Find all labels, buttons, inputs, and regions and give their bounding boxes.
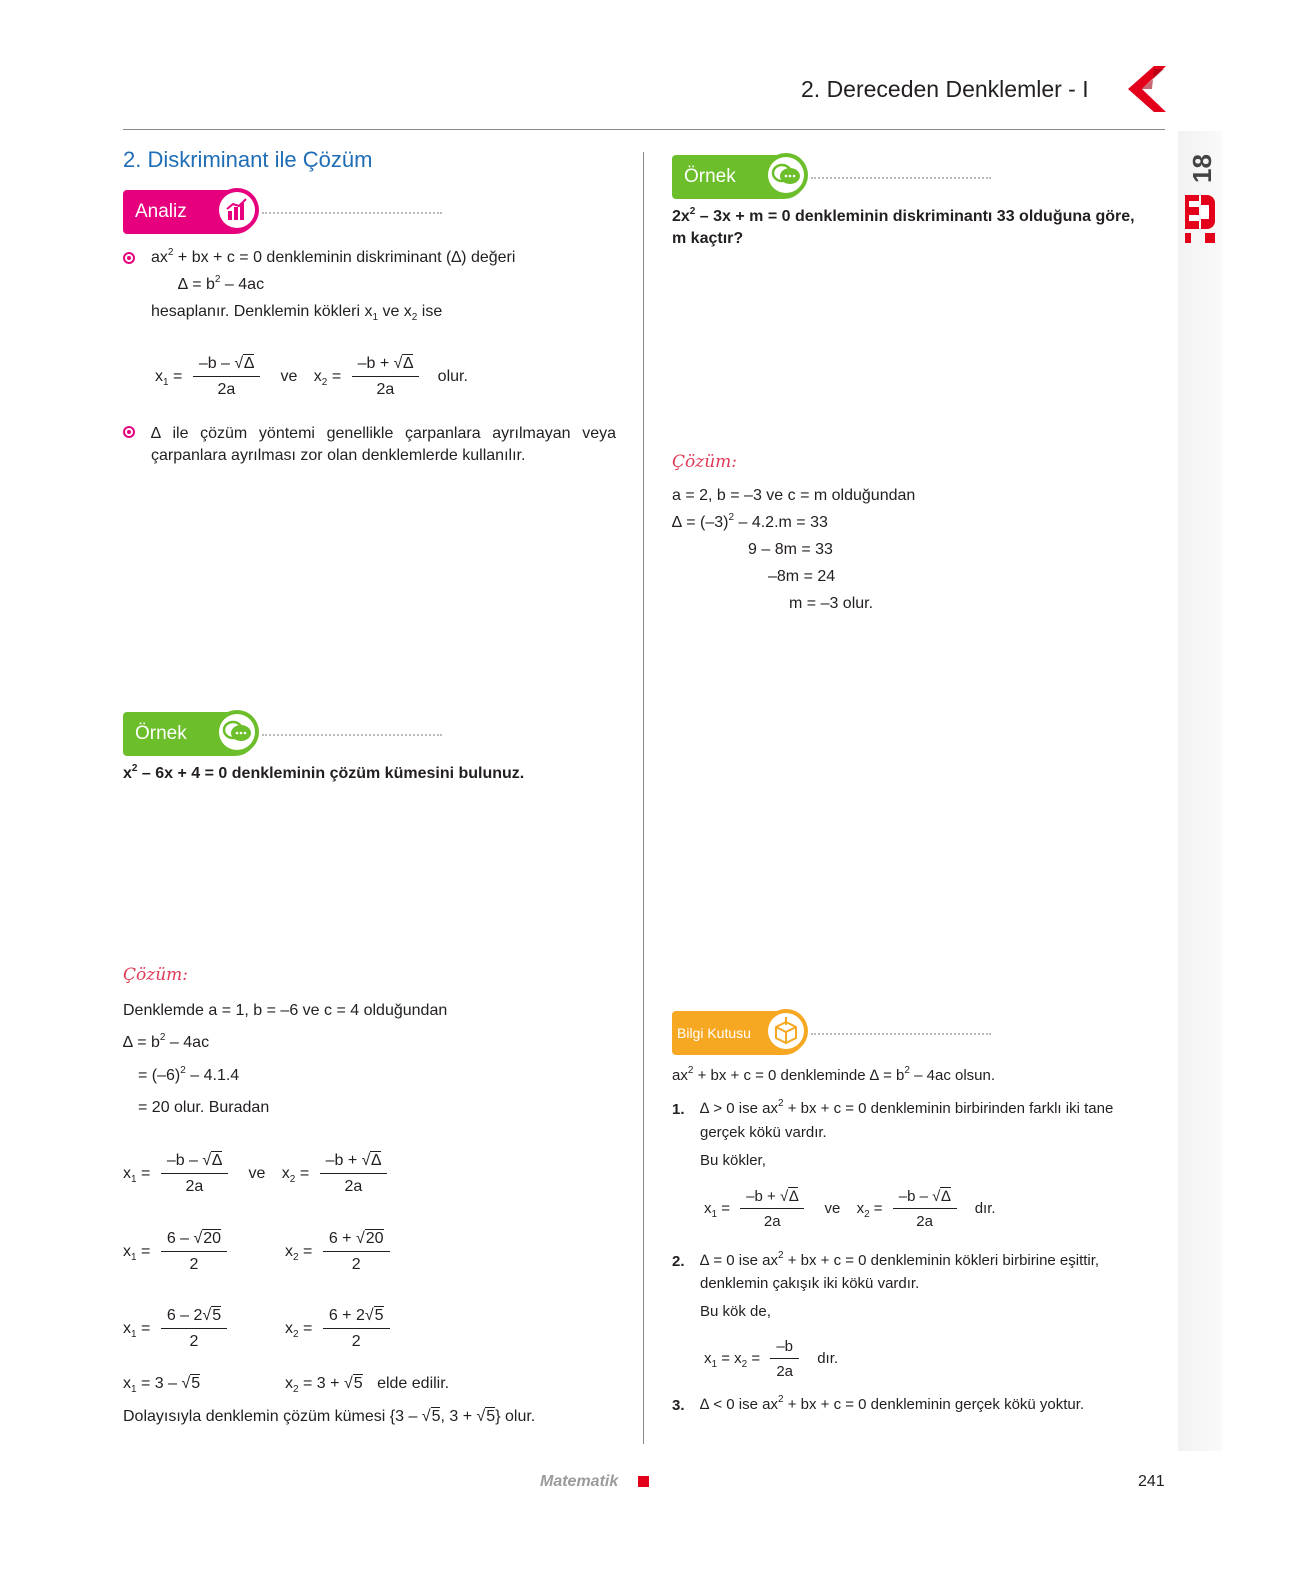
info-item2-line3: Bu kök de,: [700, 1303, 771, 1320]
solution2-line4: –8m = 24: [768, 568, 836, 585]
solution2-line5: m = –3 olur.: [789, 595, 874, 612]
bullet-icon: [123, 426, 135, 438]
info-item1-formula: $x_1$ = $\frac{-b + √\Delta}{2a}$ ve $x_2$ = $\frac{-b - √\Delta}{2a}$ dır.: [704, 1188, 996, 1230]
analiz-line3: hesaplanır. Denklemin kökleri $x_1$ ve $x_2$ ise: [151, 303, 443, 323]
info-item2-line1: ∆ = 0 ise $ax^2$ + bx + c = 0 denkleminin kökleri birbirine eşittir,: [700, 1250, 1100, 1269]
example1-question: $x^2 - 6x + 4 = 0$ denkleminin çözüm kümesini bulunuz.: [123, 763, 525, 782]
info-item2-line2: denklemin çakışık iki kökü vardır.: [700, 1275, 920, 1292]
solution1-formula-x1-20: $x_1$ = $\frac{6 - √20}{2}$: [123, 1230, 231, 1274]
info-box-icon: [768, 1013, 804, 1049]
solution2-line3: 9 – 8m = 33: [748, 541, 833, 558]
speech-bubbles-icon: [219, 714, 255, 750]
bilgi-kutusu-tag: [672, 1011, 806, 1055]
footer-subject: Matematik: [540, 1473, 619, 1490]
solution1-final: Dolayısıyla denklemin çözüm kümesi {3 – √5, 3 + √5} olur.: [123, 1408, 536, 1425]
solution1-x1-result: $x_1 = 3 - √5$: [123, 1375, 201, 1395]
ornek-label: Örnek: [684, 166, 736, 187]
ornek-dots: [811, 177, 991, 179]
header-rule: [123, 129, 1165, 130]
analiz-line1: $ax^2$ + bx + c = 0 denkleminin diskriminant (∆) değeri: [151, 247, 516, 266]
ornek-dots: [262, 734, 442, 736]
root-formula: $x_1$ = $\frac{-b - √\Delta}{2a}$ ve $x_2$ = $\frac{-b + √\Delta}{2a}$ olur.: [155, 355, 468, 398]
analiz-tag: [123, 190, 257, 234]
info-item3-line1: ∆ < 0 ise $ax^2$ + bx + c = 0 denkleminin gerçek kökü yoktur.: [700, 1394, 1085, 1413]
solution1-line4: = 20 olur. Buradan: [138, 1099, 270, 1116]
solution-label: Çözüm:: [672, 452, 737, 472]
info-item-number: 3.: [672, 1397, 685, 1414]
analiz-dots: [262, 212, 442, 214]
solution1-formula-x2-5: $x_2$ = $\frac{6 + 2√5}{2}$: [285, 1307, 394, 1351]
info-item-number: 2.: [672, 1253, 685, 1270]
info-item1-line2: gerçek kökü vardır.: [700, 1124, 827, 1141]
solution2-line1: a = 2, b = –3 ve c = m olduğundan: [672, 487, 916, 504]
chapter-title: 2. Dereceden Denklemler - I: [801, 76, 1089, 102]
section-title: 2. Diskriminant ile Çözüm: [123, 147, 373, 172]
speech-bubbles-icon: [768, 157, 804, 193]
analiz-label: Analiz: [135, 201, 187, 222]
bilgi-kutusu-label: Bilgi Kutusu: [677, 1025, 751, 1041]
solution1-line1: Denklemde a = 1, b = –6 ve c = 4 olduğundan: [123, 1002, 448, 1019]
page-number: 241: [1138, 1473, 1165, 1490]
solution2-line2: ∆ = $(-3)^2 - 4.2.m = 33$: [672, 512, 828, 531]
side-tab-number: 18: [1187, 154, 1217, 183]
side-tab: [1178, 131, 1222, 1451]
solution1-formula-general: $x_1$ = $\frac{-b - √\Delta}{2a}$ ve $x_2$ = $\frac{-b + √\Delta}{2a}$: [123, 1152, 391, 1196]
info-item1-line1: ∆ > 0 ise $ax^2$ + bx + c = 0 denkleminin birbirinden farklı iki tane: [700, 1098, 1114, 1117]
solution1-line2: ∆ = $b^2 - 4ac$: [123, 1032, 210, 1051]
column-divider: [643, 152, 644, 1444]
solution1-line3: = $(-6)^2 - 4.1.4$: [138, 1065, 240, 1084]
side-tab-logo: [1185, 195, 1217, 247]
bullet-icon: [123, 252, 135, 264]
ornek-tag: [123, 712, 257, 756]
analiz-line2: ∆ = $b^2 - 4ac$: [178, 274, 265, 293]
info-item1-line3: Bu kökler,: [700, 1152, 766, 1169]
ornek-label: Örnek: [135, 723, 187, 744]
info-item-number: 1.: [672, 1101, 685, 1118]
ornek-tag: [672, 155, 806, 199]
solution1-formula-x1-5: $x_1$ = $\frac{6 - 2√5}{2}$: [123, 1307, 231, 1351]
analiz-note: ∆ ile çözüm yöntemi genellikle çarpanlara ayrılmayan veya çarpanlara ayrılması zor olan denklemlerde kullanılır.: [151, 425, 616, 464]
analysis-chart-icon: [219, 192, 255, 228]
footer-square: [638, 1476, 649, 1487]
bilgi-kutusu-dots: [811, 1033, 991, 1035]
example2-question-line1: $2x^2 - 3x + m = 0$ denkleminin diskriminantı 33 olduğuna göre,: [672, 206, 1135, 225]
info-item2-formula: $x_1 = x_2$ = $\frac{-b}{2a}$ dır.: [704, 1338, 839, 1380]
info-intro: $ax^2$ + bx + c = 0 denkleminde ∆ = $b^2 - 4ac$ olsun.: [672, 1065, 996, 1084]
solution1-x2-result: $x_2 = 3 + √5$ elde edilir.: [285, 1375, 450, 1395]
example2-question-line2: m kaçtır?: [672, 230, 744, 247]
solution-label: Çözüm:: [123, 965, 188, 985]
chevron-left-icon: [1124, 66, 1168, 112]
solution1-formula-x2-20: $x_2$ = $\frac{6 + √20}{2}$: [285, 1230, 394, 1274]
